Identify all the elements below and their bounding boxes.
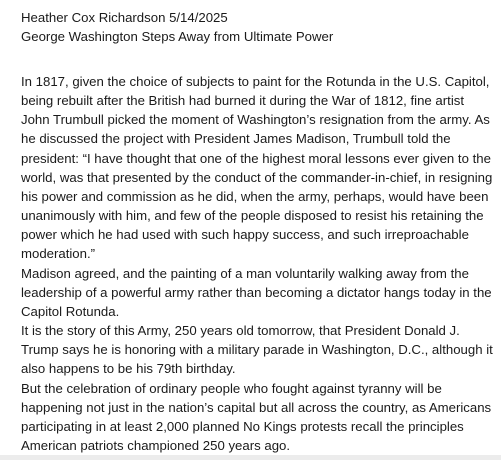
bottom-divider <box>0 455 501 460</box>
document-body <box>21 72 495 455</box>
document <box>21 0 495 455</box>
paragraph: It is the story of this Army, 250 years old tomorrow, that President Donald J. Trump says he is honoring with a military parade in Washington, D.C., although it also happens to be his 79th birthday. <box>21 323 493 377</box>
author-date: Heather Cox Richardson 5/14/2025 <box>21 10 228 25</box>
paragraph: In 1817, given the choice of subjects to paint for the Rotunda in the U.S. Capitol, being rebuilt after the British had burned it during the War of 1812, fine artist John Trumbull picked the moment of Washington’s resignation from the army. As he discussed the project with President James Madison, Trumbull told the president: “I have thought that one of the highest moral lessons ever given to the world, was that presented by the conduct of the commander-in-chief, in resigning his power and commission as he did, when the army, perhaps, would have been unanimously with him, and few of the people disposed to resist his retaining the power which he had used with such happy success, and such irreproachable moderation.” <box>21 74 493 262</box>
paragraph: Madison agreed, and the painting of a man voluntarily walking away from the leadership of a powerful army rather than becoming a dictator hangs today in the Capitol Rotunda. <box>21 265 492 319</box>
document-title: George Washington Steps Away from Ultimate Power <box>21 29 334 44</box>
paragraph: But the celebration of ordinary people who fought against tyranny will be happening not just in the nation’s capital but all across the country, as Americans participating in at least 2,000 planned No Kings protests recall the principles American patriots championed 250 years ago. <box>21 380 492 453</box>
